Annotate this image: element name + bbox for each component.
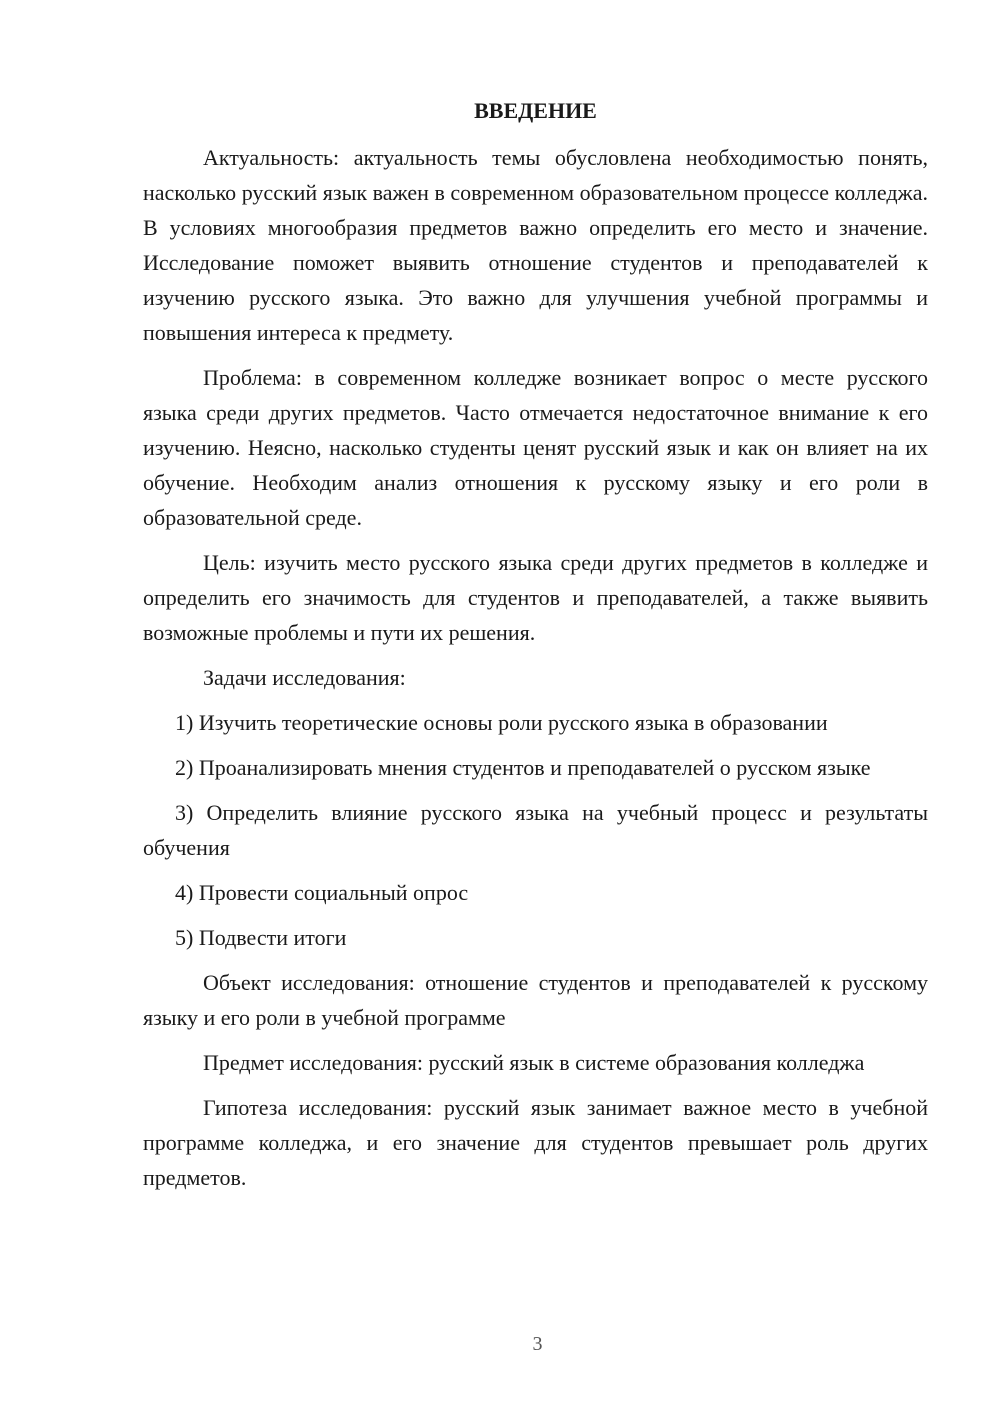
paragraph-relevance: Актуальность: актуальность темы обусловлена необходимостью понять, насколько русский язык важен в современном образовательном процессе колледжа. В условиях многообразия предметов важно определить его место и значение. Исследование поможет выявить отношение студентов и преподавателей к изучению русского языка. Это важно для улучшения учебной программы и повышения интереса к предмету.	[143, 145, 928, 345]
paragraph-subject: Предмет исследования: русский язык в системе образования колледжа	[203, 1050, 865, 1075]
task-item-3: 3) Определить влияние русского языка на учебный процесс и результаты обучения	[143, 800, 928, 860]
paragraph-problem: Проблема: в современном колледже возникает вопрос о месте русского языка среди других предметов. Часто отмечается недостаточное внимание к его изучению. Неясно, насколько студенты ценят русский язык и как он влияет на их обучение. Необходим анализ отношения к русскому языку и его роли в образовательной среде.	[143, 365, 928, 530]
paragraph-goal: Цель: изучить место русского языка среди других предметов в колледже и определить его значимость для студентов и преподавателей, а также выявить возможные проблемы и пути их решения.	[143, 550, 928, 645]
document-title: ВВЕДЕНИЕ	[474, 98, 597, 123]
tasks-heading: Задачи исследования:	[203, 665, 406, 690]
task-item-2: 2) Проанализировать мнения студентов и преподавателей о русском языке	[175, 755, 871, 780]
task-item-1: 1) Изучить теоретические основы роли русского языка в образовании	[175, 710, 828, 735]
paragraph-object: Объект исследования: отношение студентов и преподавателей к русскому языку и его роли в учебной программе	[143, 970, 928, 1030]
task-item-4: 4) Провести социальный опрос	[175, 880, 469, 905]
paragraph-hypothesis: Гипотеза исследования: русский язык занимает важное место в учебной программе колледжа, и его значение для студентов превышает роль других предметов.	[143, 1095, 928, 1190]
page-number: 3	[532, 1333, 543, 1355]
task-item-5: 5) Подвести итоги	[175, 925, 347, 950]
document-page	[143, 96, 928, 1205]
